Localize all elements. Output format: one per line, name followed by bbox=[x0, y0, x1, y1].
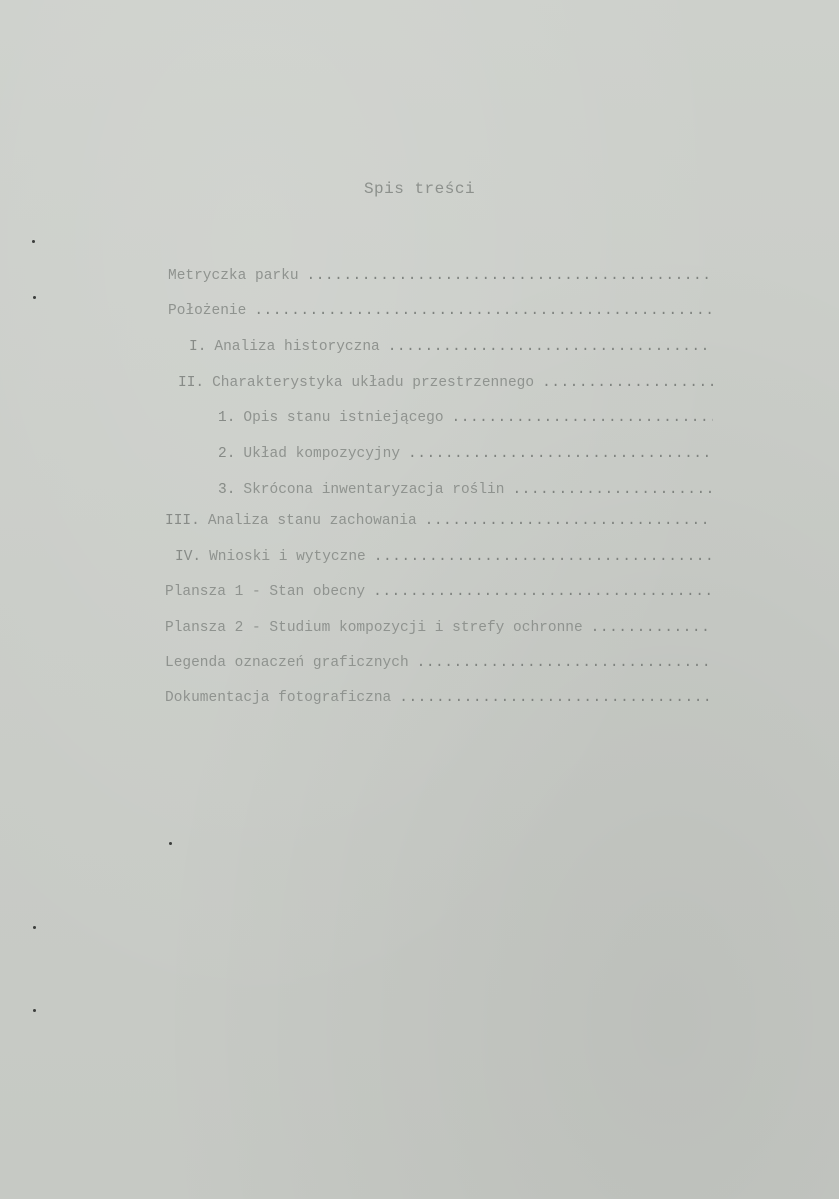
toc-entry-label: Analiza historyczna bbox=[214, 339, 380, 355]
toc-leader-dots bbox=[374, 546, 713, 568]
toc-entry-label: Położenie bbox=[168, 303, 247, 319]
toc-entry bbox=[168, 300, 713, 322]
toc-entry bbox=[218, 479, 713, 501]
paper-speck bbox=[32, 240, 35, 243]
toc-entry bbox=[165, 617, 713, 639]
toc-entry-label: Opis stanu istniejącego bbox=[243, 410, 444, 426]
toc-entry-label: Metryczka parku bbox=[168, 268, 299, 284]
toc-leader-dots bbox=[512, 479, 713, 501]
toc-leader-dots bbox=[591, 617, 713, 639]
toc-entry-label: Plansza 2 - Studium kompozycji i strefy ochronne bbox=[165, 620, 583, 636]
toc-leader-dots bbox=[254, 300, 713, 322]
toc-leader-dots bbox=[307, 265, 713, 287]
toc-entry bbox=[175, 546, 713, 568]
toc-leader-dots bbox=[399, 687, 713, 709]
toc-entry bbox=[168, 265, 713, 287]
toc-entry-label: Plansza 1 - Stan obecny bbox=[165, 584, 366, 600]
toc-entry-number: III. bbox=[165, 513, 200, 529]
toc-entry-label: Wnioski i wytyczne bbox=[209, 549, 366, 565]
toc-entry bbox=[218, 443, 713, 465]
paper-speck bbox=[169, 842, 172, 845]
toc-entry-label: Legenda oznaczeń graficznych bbox=[165, 655, 409, 671]
toc-entry bbox=[189, 336, 713, 358]
toc-leader-dots bbox=[417, 652, 713, 674]
toc-entry bbox=[165, 652, 713, 674]
toc-entry-number: IV. bbox=[175, 549, 202, 565]
toc-entry-number: I. bbox=[189, 339, 207, 355]
toc-entry-label: Skrócona inwentaryzacja roślin bbox=[243, 482, 505, 498]
page-title: Spis treści bbox=[363, 180, 476, 198]
paper-speck bbox=[33, 926, 36, 929]
toc-entry-label: Charakterystyka układu przestrzennego bbox=[212, 375, 535, 391]
toc-entry bbox=[165, 510, 713, 532]
toc-entry-number: 1. bbox=[218, 410, 236, 426]
toc-entry-label: Układ kompozycyjny bbox=[243, 446, 401, 462]
toc-entry-label: Analiza stanu zachowania bbox=[207, 513, 417, 529]
toc-leader-dots bbox=[542, 372, 713, 394]
toc-entry-number: 2. bbox=[218, 446, 236, 462]
toc-leader-dots bbox=[408, 443, 713, 465]
toc-leader-dots bbox=[425, 510, 713, 532]
toc-entry bbox=[165, 581, 713, 603]
paper-speck bbox=[33, 1009, 36, 1012]
toc-entry bbox=[178, 372, 713, 394]
toc-entry-number: II. bbox=[178, 375, 205, 391]
paper-speck bbox=[33, 296, 36, 299]
toc-leader-dots bbox=[388, 336, 713, 358]
toc-leader-dots bbox=[452, 407, 713, 429]
toc-entry-label: Dokumentacja fotograficzna bbox=[165, 690, 392, 706]
toc-entry bbox=[165, 687, 713, 709]
toc-leader-dots bbox=[373, 581, 713, 603]
toc-entry-number: 3. bbox=[218, 482, 236, 498]
toc-entry bbox=[218, 407, 713, 429]
